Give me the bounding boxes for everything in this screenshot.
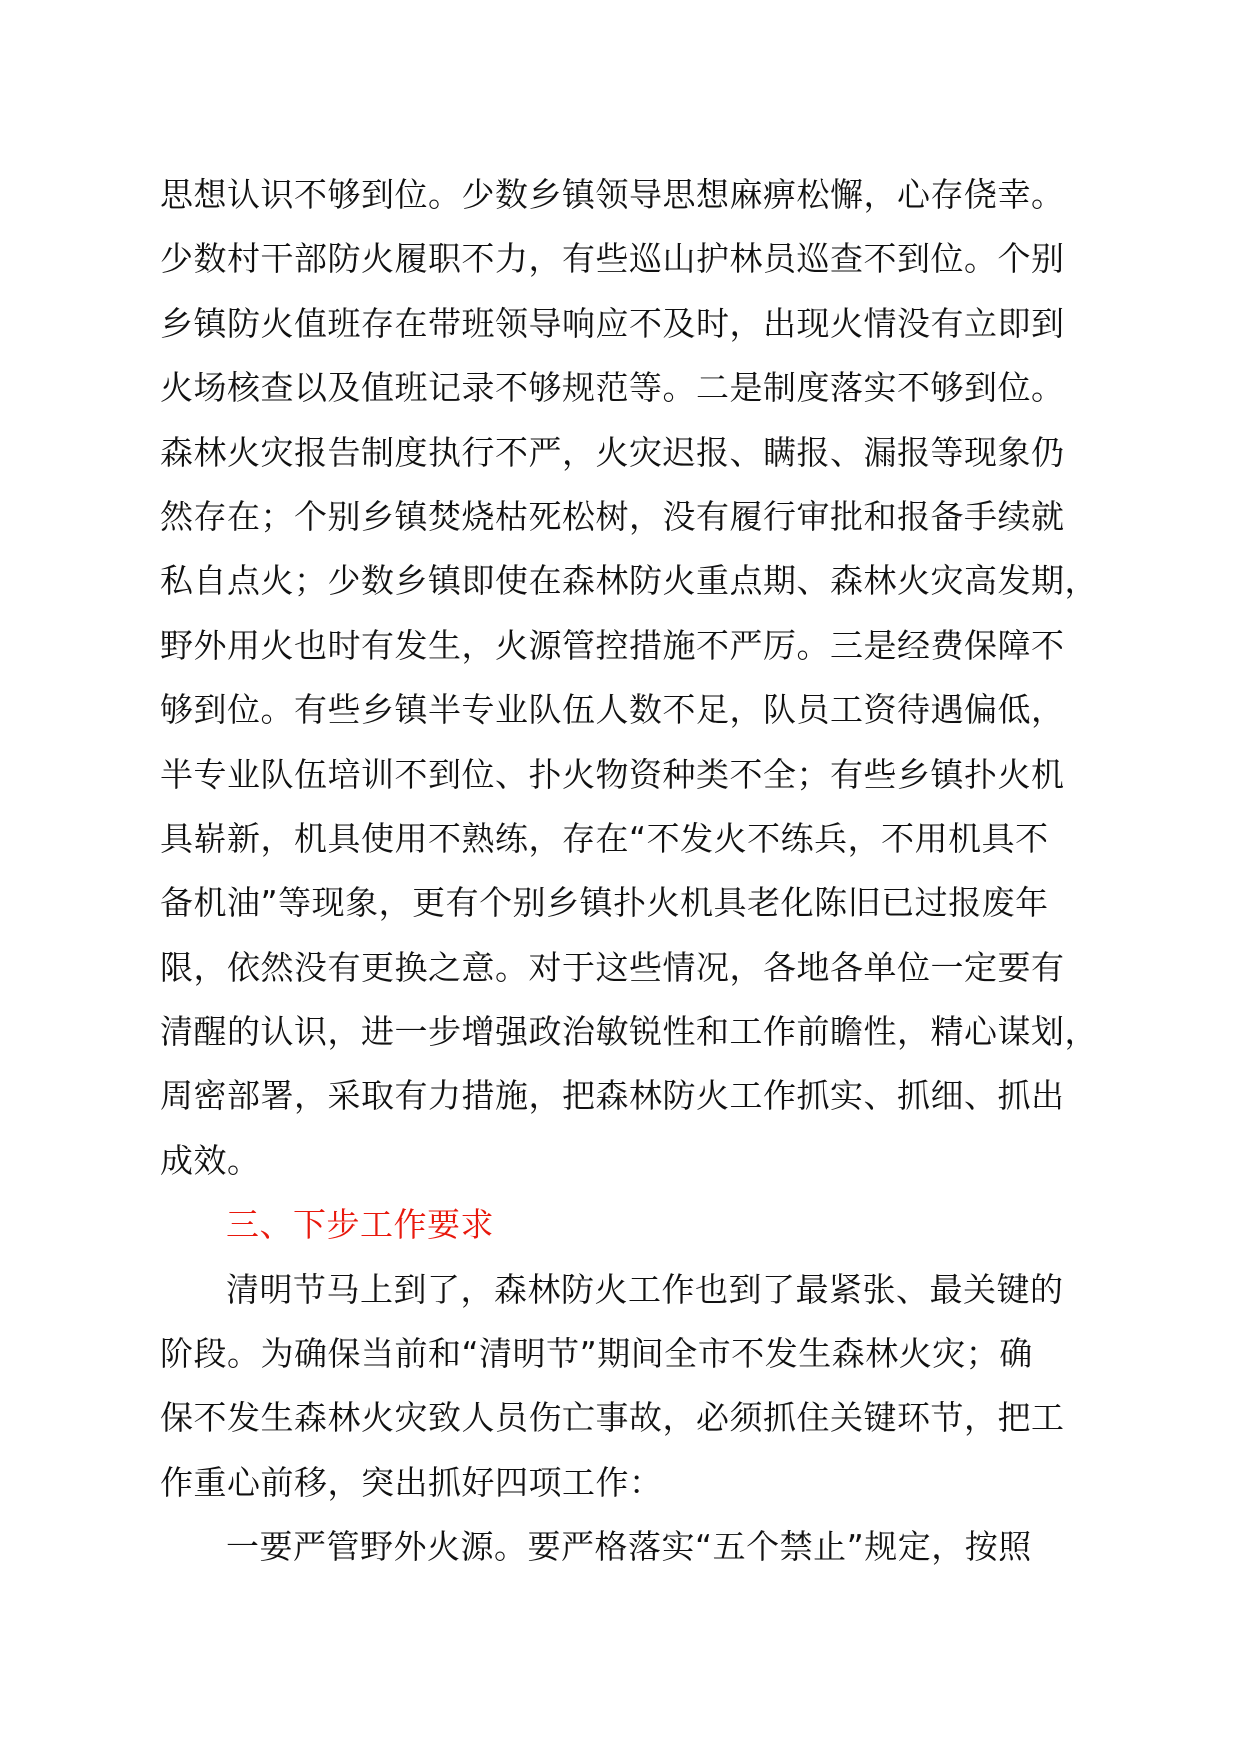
text-line: 限，依然没有更换之意。对于这些情况，各地各单位一定要有 bbox=[160, 947, 1065, 987]
text-line: 少数村干部防火履职不力，有些巡山护林员巡查不到位。个别 bbox=[160, 239, 1065, 279]
text-line: 成效。 bbox=[160, 1140, 261, 1180]
document-body bbox=[160, 163, 1120, 1580]
section-heading: 三、下步工作要求 bbox=[226, 1205, 494, 1245]
text-line: 清明节马上到了，森林防火工作也到了最紧张、最关键的 bbox=[226, 1269, 1064, 1309]
text-line: 然存在；个别乡镇焚烧枯死松树，没有履行审批和报备手续就 bbox=[160, 496, 1065, 536]
text-line: 作重心前移，突出抓好四项工作： bbox=[160, 1462, 663, 1502]
text-line: 乡镇防火值班存在带班领导响应不及时，出现火情没有立即到 bbox=[160, 303, 1065, 343]
text-line: 野外用火也时有发生，火源管控措施不严厉。三是经费保障不 bbox=[160, 625, 1065, 665]
text-line: 森林火灾报告制度执行不严，火灾迟报、瞒报、漏报等现象仍 bbox=[160, 432, 1065, 472]
text-line: 周密部署，采取有力措施，把森林防火工作抓实、抓细、抓出 bbox=[160, 1076, 1065, 1116]
text-line: 一要严管野外火源。要严格落实“五个禁止”规定，按照 bbox=[226, 1527, 1032, 1567]
text-line: 思想认识不够到位。少数乡镇领导思想麻痹松懈，心存侥幸。 bbox=[160, 175, 1065, 214]
text-line: 够到位。有些乡镇半专业队伍人数不足，队员工资待遇偏低， bbox=[160, 690, 1065, 730]
text-line: 半专业队伍培训不到位、扑火物资种类不全；有些乡镇扑火机 bbox=[160, 754, 1065, 794]
text-line: 具崭新，机具使用不熟练，存在“不发火不练兵，不用机具不 bbox=[160, 818, 1049, 858]
text-line: 备机油”等现象，更有个别乡镇扑火机具老化陈旧已过报废年 bbox=[160, 883, 1049, 923]
text-line: 火场核查以及值班记录不够规范等。二是制度落实不够到位。 bbox=[160, 368, 1065, 408]
text-line: 私自点火；少数乡镇即使在森林防火重点期、森林火灾高发期， bbox=[160, 561, 1098, 601]
text-line: 保不发生森林火灾致人员伤亡事故，必须抓住关键环节，把工 bbox=[160, 1398, 1065, 1438]
text-line: 清醒的认识，进一步增强政治敏锐性和工作前瞻性，精心谋划， bbox=[160, 1012, 1098, 1052]
text-line: 阶段。为确保当前和“清明节”期间全市不发生森林火灾；确 bbox=[160, 1334, 1033, 1374]
